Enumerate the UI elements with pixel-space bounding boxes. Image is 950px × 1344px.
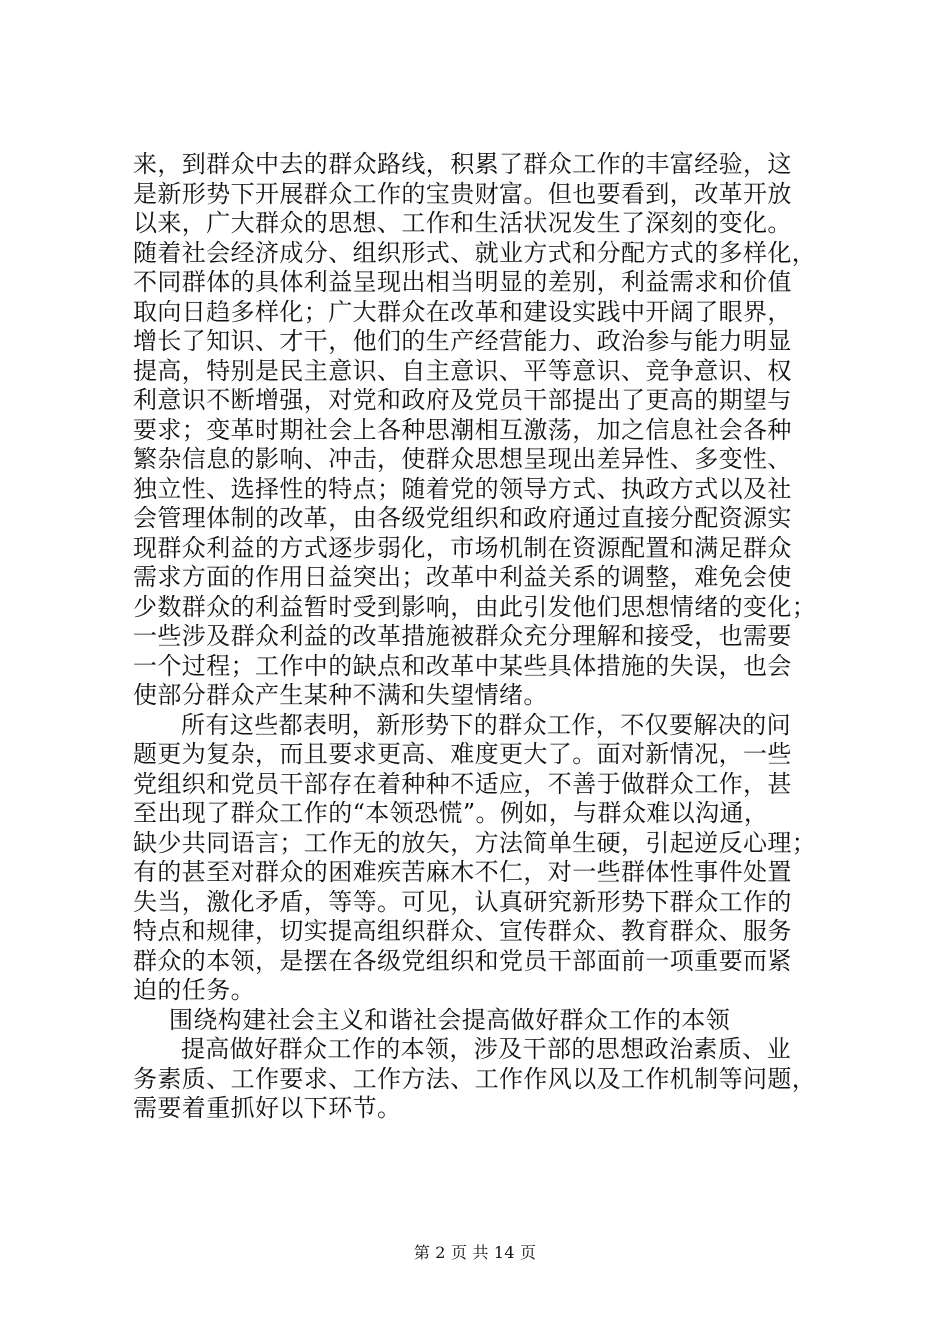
text-line: 特点和规律，切实提高组织群众、宣传群众、教育群众、服务 — [133, 917, 792, 945]
text-line: 迫的任务。 — [133, 976, 255, 1004]
text-line: 失当，激化矛盾，等等。可见，认真研究新形势下群众工作的 — [133, 887, 792, 916]
text-line: 利意识不断增强，对党和政府及党员干部提出了更高的期望与 — [133, 386, 792, 414]
text-line: 提高做好群众工作的本领，涉及干部的思想政治素质、业 — [181, 1035, 791, 1063]
text-line: 需求方面的作用日益突出；改革中利益关系的调整，难免会使 — [133, 563, 792, 591]
text-line: 独立性、选择性的特点；随着党的领导方式、执政方式以及社 — [133, 474, 792, 503]
text-line: 少数群众的利益暂时受到影响，由此引发他们思想情绪的变化； — [133, 592, 817, 621]
page-number-footer: 第 2 页 共 14 页 — [413, 1243, 537, 1262]
text-line: 繁杂信息的影响、冲击，使群众思想呈现出差异性、多变性、 — [133, 445, 792, 473]
text-line: 增长了知识、才干，他们的生产经营能力、政治参与能力明显 — [133, 327, 792, 355]
text-line: 要求；变革时期社会上各种思潮相互激荡，加之信息社会各种 — [133, 415, 792, 444]
text-line: 提高，特别是民主意识、自主意识、平等意识、竞争意识、权 — [133, 356, 792, 385]
text-line: 群众的本领，是摆在各级党组织和党员干部面前一项重要而紧 — [133, 946, 792, 975]
text-line: 一个过程；工作中的缺点和改革中某些具体措施的失误，也会 — [133, 651, 792, 680]
text-line: 党组织和党员干部存在着种种不适应，不善于做群众工作，甚 — [133, 769, 792, 798]
text-line: 务素质、工作要求、工作方法、工作作风以及工作机制等问题， — [133, 1064, 817, 1093]
paragraph-1 — [133, 150, 847, 711]
text-line: 题更为复杂，而且要求更高、难度更大了。面对新情况，一些 — [133, 740, 792, 768]
text-line: 不同群体的具体利益呈现出相当明显的差别，利益需求和价值 — [133, 268, 792, 296]
text-line: 以来，广大群众的思想、工作和生活状况发生了深刻的变化。 — [133, 209, 792, 237]
text-line: 来，到群众中去的群众路线，积累了群众工作的丰富经验，这 — [133, 150, 792, 178]
heading-text: 围绕构建社会主义和谐社会提高做好群众工作的本领 — [169, 1005, 731, 1034]
text-line: 随着社会经济成分、组织形式、就业方式和分配方式的多样化， — [133, 238, 817, 267]
text-line: 有的甚至对群众的困难疾苦麻木不仁，对一些群体性事件处置 — [133, 858, 792, 886]
text-line: 现群众利益的方式逐步弱化，市场机制在资源配置和满足群众 — [133, 533, 792, 562]
text-line: 一些涉及群众利益的改革措施被群众充分理解和接受，也需要 — [133, 622, 792, 650]
text-line: 需要着重抓好以下环节。 — [133, 1094, 402, 1122]
document-body — [133, 150, 847, 1124]
text-line: 使部分群众产生某种不满和失望情绪。 — [133, 681, 548, 709]
section-heading — [133, 1006, 847, 1036]
text-line: 取向日趋多样化；广大群众在改革和建设实践中开阔了眼界， — [133, 297, 792, 326]
paragraph-3 — [133, 1035, 847, 1124]
text-line: 所有这些都表明，新形势下的群众工作，不仅要解决的问 — [181, 710, 791, 739]
text-line: 会管理体制的改革，由各级党组织和政府通过直接分配资源实 — [133, 504, 792, 532]
text-line: 是新形势下开展群众工作的宝贵财富。但也要看到，改革开放 — [133, 179, 792, 208]
text-line: 至出现了群众工作的“本领恐慌”。例如，与群众难以沟通， — [133, 799, 769, 827]
text-line: 缺少共同语言；工作无的放矢，方法简单生硬，引起逆反心理； — [133, 828, 817, 857]
paragraph-2 — [133, 711, 847, 1006]
